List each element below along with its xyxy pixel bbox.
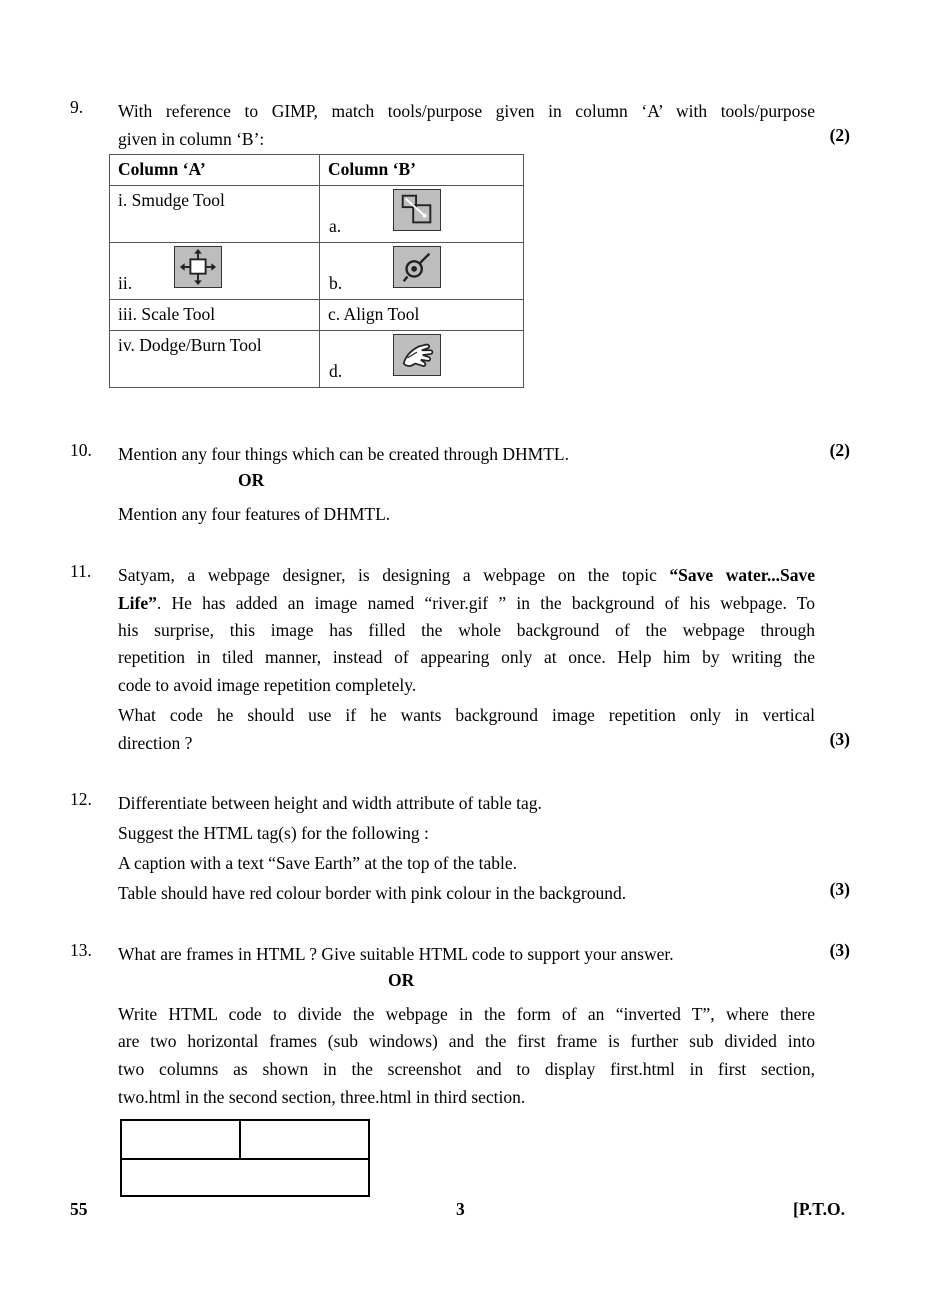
frame-divider-vertical <box>239 1121 241 1158</box>
frame-divider-horizontal <box>122 1158 368 1160</box>
table-cell <box>110 300 320 331</box>
question-text: A caption with a text “Save Earth” at the top of the table. <box>118 853 517 873</box>
match-table <box>109 154 524 388</box>
question-text: two columns as shown in the screenshot and to display first.html in first section, <box>118 1059 815 1079</box>
table-cell <box>110 243 320 300</box>
question-number: 11. <box>70 561 92 581</box>
cell-text: c. Align Tool <box>328 304 420 324</box>
table-cell <box>320 300 524 331</box>
question-text <box>118 561 815 589</box>
question-text: Differentiate between height and width attribute of table tag. <box>118 793 542 813</box>
text-span: Satyam, a webpage designer, is designing a webpage on the topic <box>118 565 670 585</box>
cell-text: iv. Dodge/Burn Tool <box>118 335 262 355</box>
question-text: code to avoid image repetition completely. <box>118 675 417 695</box>
cell-text: iii. Scale Tool <box>118 304 216 324</box>
table-cell <box>110 331 320 388</box>
paper-code: 55 <box>70 1199 88 1219</box>
table-cell <box>320 186 524 243</box>
marks: (2) <box>829 125 850 145</box>
question-text: repetition in tiled manner, instead of appearing only at once. Help him by writing the <box>118 647 815 667</box>
question-number: 12. <box>70 789 92 809</box>
smudge-tool-icon <box>393 334 441 376</box>
table-cell <box>110 186 320 243</box>
question-text: given in column ‘B’: <box>118 129 265 149</box>
or-separator: OR <box>388 970 415 990</box>
marks: (3) <box>829 879 850 899</box>
cell-label: ii. <box>118 273 133 293</box>
question-text: What code he should use if he wants background image repetition only in vertical <box>118 705 815 725</box>
topic-text: “Save water...Save <box>669 565 815 585</box>
cell-text: i. Smudge Tool <box>118 190 225 210</box>
question-number: 9. <box>70 97 84 117</box>
move-tool-icon <box>174 246 222 288</box>
dodge-burn-tool-icon <box>393 246 441 288</box>
topic-text: Life” <box>118 593 157 613</box>
question-text: are two horizontal frames (sub windows) and the first frame is further sub divided into <box>118 1031 815 1051</box>
question-number: 10. <box>70 440 92 460</box>
cell-label: d. <box>329 361 343 381</box>
question-text: With reference to GIMP, match tools/purpose given in column ‘A’ with tools/purpose <box>118 101 815 121</box>
question-text: Mention any four things which can be created through DHMTL. <box>118 444 569 464</box>
cell-label: b. <box>329 273 343 293</box>
measure-tool-icon <box>393 189 441 231</box>
page-number: 3 <box>456 1199 465 1219</box>
column-b-header: Column ‘B’ <box>320 155 524 186</box>
column-a-header: Column ‘A’ <box>110 155 320 186</box>
question-number: 13. <box>70 940 92 960</box>
question-text: Write HTML code to divide the webpage in the form of an “inverted T”, where there <box>118 1004 815 1024</box>
question-text: two.html in the second section, three.html in third section. <box>118 1087 526 1107</box>
question-text: Suggest the HTML tag(s) for the following : <box>118 823 429 843</box>
or-separator: OR <box>238 470 265 490</box>
inverted-t-frame-diagram <box>120 1119 370 1197</box>
marks: (2) <box>829 440 850 460</box>
please-turn-over: [P.T.O. <box>793 1199 846 1219</box>
cell-label: a. <box>329 216 342 236</box>
question-text: Table should have red colour border with pink colour in the background. <box>118 883 627 903</box>
table-cell <box>320 243 524 300</box>
question-text: Mention any four features of DHMTL. <box>118 504 391 524</box>
question-text <box>118 589 815 617</box>
table-cell <box>320 331 524 388</box>
text-span: . He has added an image named “river.gif ” in the background of his webpage. To <box>156 593 815 613</box>
marks: (3) <box>829 940 850 960</box>
question-text: What are frames in HTML ? Give suitable HTML code to support your answer. <box>118 944 674 964</box>
question-text: direction ? <box>118 733 193 753</box>
marks: (3) <box>829 729 850 749</box>
question-text: his surprise, this image has filled the whole background of the webpage through <box>118 620 815 640</box>
